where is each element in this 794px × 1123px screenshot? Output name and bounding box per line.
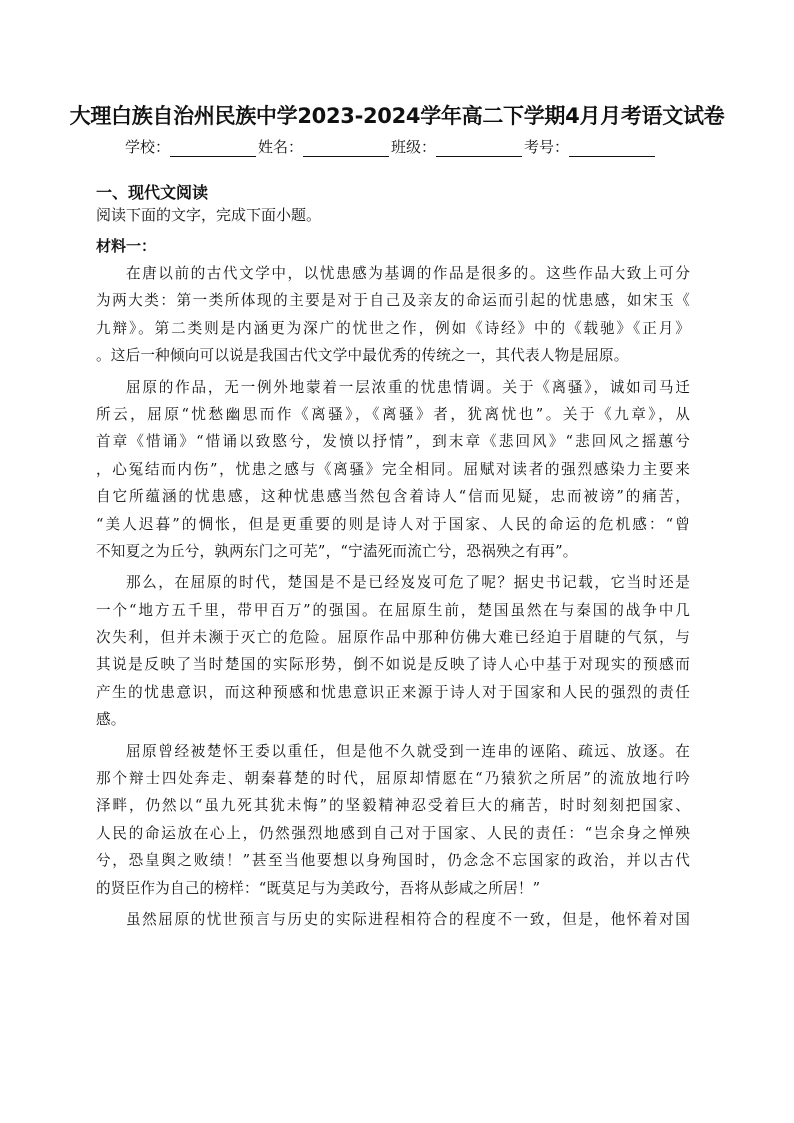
name-field	[258, 137, 391, 157]
paragraph-line: 不知夏之为丘兮，孰两东门之可芜”，“宁溘死而流亡兮，恐祸殃之有再”。	[96, 542, 578, 560]
paragraph-line: ，心冤结而内伤”，忧患之感与《离骚》完全相同。屈赋对读者的强烈感染力主要来	[96, 460, 690, 478]
class-field	[391, 137, 524, 157]
paragraph-line: 虽然屈原的忧世预言与历史的实际进程相符合的程度不一致，但是，他怀着对国	[126, 910, 690, 928]
paragraph-line: 屈原曾经被楚怀王委以重任，但是他不久就受到一连串的诬陷、疏远、放逐。在	[126, 742, 690, 760]
reading-instruction: 阅读下面的文字，完成下面小题。	[96, 206, 322, 224]
exam-number-label: 考号：	[524, 138, 570, 156]
paragraph-line: 次失利，但并未濒于灭亡的危险。屈原作品中那种仿佛大难已经迫于眉睫的气氛，与	[96, 629, 690, 647]
exam-title: 大理白族自治州民族中学2023-2024学年高二下学期4月月考语文试卷	[69, 104, 725, 128]
paragraph-line: 产生的忧患意识，而这种预感和忧患意识正来源于诗人对于国家和人民的强烈的责任	[96, 683, 690, 701]
paragraph-line: 兮，恐皇舆之败绩！”甚至当他要想以身殉国时，仍念念不忘国家的政治，并以古代	[96, 852, 690, 870]
paragraph-line: 。这后一种倾向可以说是我国古代文学中最优秀的传统之一，其代表人物是屈原。	[96, 347, 629, 365]
paragraph-line: 感。	[96, 711, 126, 729]
material-label: 材料一：	[96, 237, 157, 255]
paragraph-line: 首章《惜诵》“惜诵以致愍兮，发愤以抒情”，到末章《悲回风》“悲回风之摇蕙兮	[96, 433, 690, 451]
paragraph-2	[96, 374, 690, 566]
paragraph-line: 那么，在屈原的时代，楚国是不是已经岌岌可危了呢？据史书记载，它当时还是	[126, 574, 690, 592]
paragraph-line: “美人迟暮”的惆怅，但是更重要的则是诗人对于国家、人民的命运的危机感：“曾	[96, 515, 690, 533]
passage-body	[96, 260, 690, 937]
school-blank[interactable]	[170, 140, 256, 157]
exam-number-blank[interactable]	[569, 140, 655, 157]
name-label: 姓名：	[258, 138, 304, 156]
school-field	[125, 137, 258, 157]
paragraph-line: 人民的命运放在心上，仍然强烈地感到自己对于国家、人民的责任：“岂余身之惮殃	[96, 824, 690, 842]
paragraph-line: 那个辩士四处奔走、朝秦暮楚的时代，屈原却情愿在“乃猿狖之所居”的流放地行吟	[96, 770, 690, 788]
paragraph-line: 的贤臣作为自己的榜样：“既莫足与为美政兮，吾将从彭咸之所居！”	[96, 879, 541, 897]
paragraph-line: 九辩》。第二类则是内涵更为深广的忧世之作，例如《诗经》中的《载驰》《正月》	[96, 319, 690, 337]
paragraph-line: 泽畔，仍然以“虽九死其犹未悔”的坚毅精神忍受着巨大的痛苦，时时刻刻把国家、	[96, 797, 690, 815]
name-blank[interactable]	[303, 140, 389, 157]
paragraph-line: 自它所蕴涵的忧患感，这种忧患感当然包含着诗人“信而见疑，忠而被谤”的痛苦，	[96, 488, 690, 506]
paragraph-line: 为两大类：第一类所体现的主要是对于自己及亲友的命运而引起的忧患感，如宋玉《	[96, 292, 690, 310]
paragraph-5	[96, 906, 690, 933]
student-info-row	[125, 135, 657, 157]
paragraph-line: 所云，屈原“忧愁幽思而作《离骚》，《离骚》者，犹离忧也”。关于《九章》，从	[96, 405, 690, 423]
paragraph-line: 一个“地方五千里，带甲百万”的强国。在屈原生前，楚国虽然在与秦国的战争中几	[96, 601, 690, 619]
paragraph-line: 其说是反映了当时楚国的实际形势，倒不如说是反映了诗人心中基于对现实的预感而	[96, 656, 690, 674]
class-blank[interactable]	[436, 140, 522, 157]
paragraph-line: 屈原的作品，无一例外地蒙着一层浓重的忧患情调。关于《离骚》，诚如司马迁	[126, 378, 690, 396]
school-label: 学校：	[125, 138, 171, 156]
exam-number-field	[524, 137, 657, 157]
section-heading: 一、现代文阅读	[96, 183, 209, 202]
class-label: 班级：	[391, 138, 437, 156]
paragraph-3	[96, 569, 690, 733]
paragraph-4	[96, 738, 690, 902]
paragraph-1	[96, 260, 690, 370]
paragraph-line: 在唐以前的古代文学中，以忧患感为基调的作品是很多的。这些作品大致上可分	[126, 265, 690, 282]
